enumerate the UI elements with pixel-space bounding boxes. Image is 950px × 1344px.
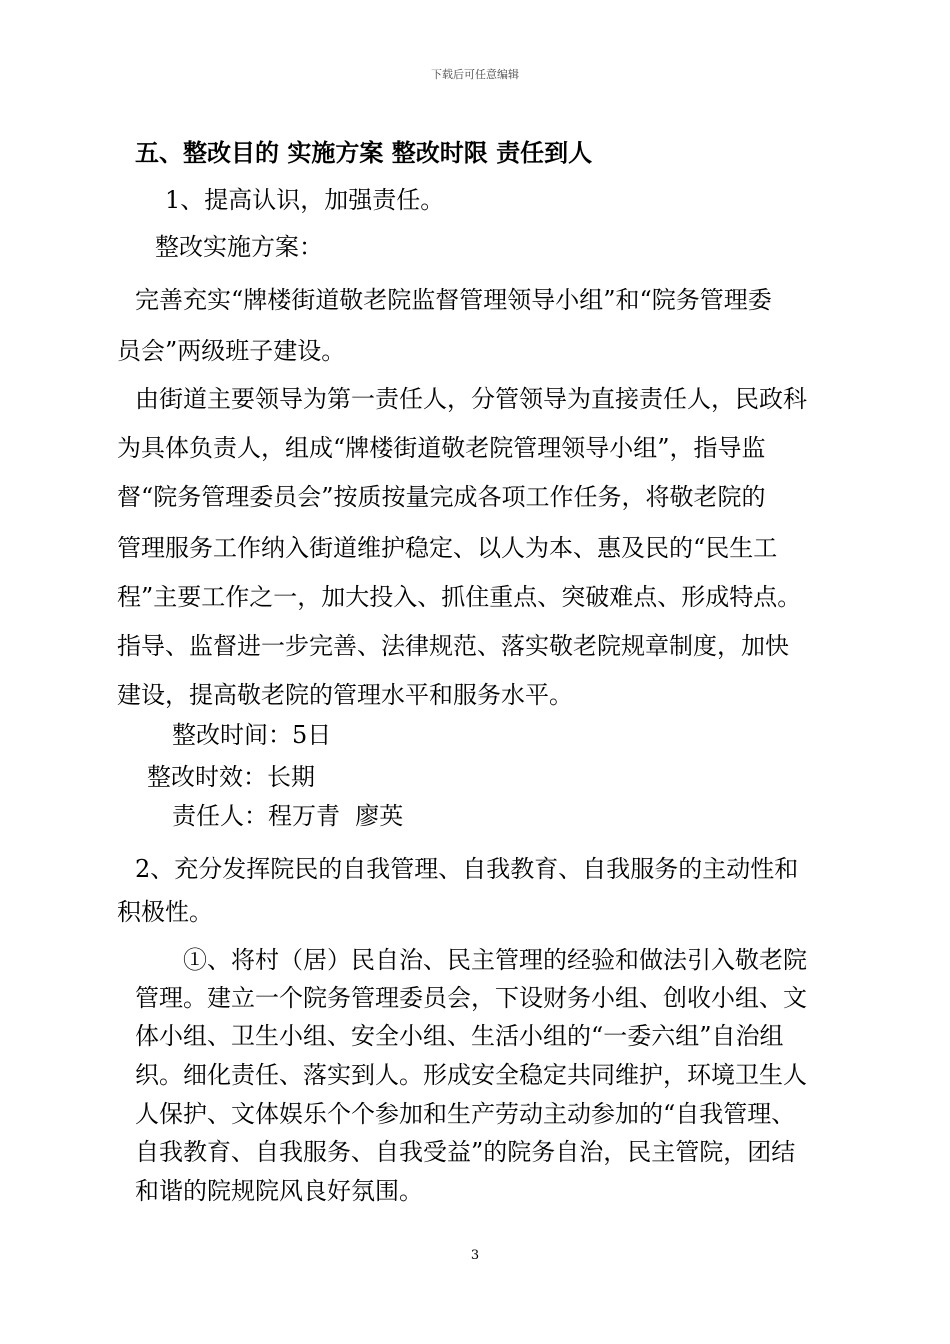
item1-para2-line: 督“院务管理委员会”按质按量完成各项工作任务，将敬老院的 bbox=[117, 483, 766, 511]
page-number: 3 bbox=[470, 1248, 480, 1263]
item2-sub1-line: 和谐的院规院风良好氛围。 bbox=[135, 1177, 423, 1205]
item1-para1-line: 完善充实“牌楼街道敬老院监督管理领导小组”和“院务管理委 bbox=[135, 286, 772, 314]
item1-responsible-label: 责任人：程万青 廖英 bbox=[172, 802, 404, 830]
item1-title: 1、提高认识，加强责任。 bbox=[165, 186, 445, 214]
item2-title-line: 2、充分发挥院民的自我管理、自我教育、自我服务的主动性和 bbox=[135, 855, 799, 883]
item1-para1-line: 员会”两级班子建设。 bbox=[117, 337, 346, 365]
item2-sub1-line: 织。细化责任、落实到人。形成安全稳定共同维护，环境卫生人 bbox=[135, 1061, 807, 1089]
item1-time-label: 整改时间：5日 bbox=[172, 721, 332, 749]
item1-para2-line: 管理服务工作纳入街道维护稳定、以人为本、惠及民的“民生工 bbox=[117, 534, 778, 562]
item1-para2-line: 指导、监督进一步完善、法律规范、落实敬老院规章制度，加快 bbox=[117, 632, 789, 660]
item2-title-line: 积极性。 bbox=[117, 898, 213, 926]
item1-para2-line: 程”主要工作之一，加大投入、抓住重点、突破难点、形成特点。 bbox=[117, 583, 802, 611]
item2-sub1-line: 自我教育、自我服务、自我受益”的院务自治，民主管院，团结 bbox=[135, 1138, 796, 1166]
item1-para2-line: 由街道主要领导为第一责任人，分管领导为直接责任人，民政科 bbox=[135, 385, 807, 413]
item2-sub1-line: 人保护、文体娱乐个个参加和生产劳动主动参加的“自我管理、 bbox=[135, 1100, 796, 1128]
item2-sub1-line: ①、将村（居）民自治、民主管理的经验和做法引入敬老院 bbox=[183, 946, 807, 974]
item1-para2-line: 建设，提高敬老院的管理水平和服务水平。 bbox=[117, 681, 573, 709]
item1-effect-label: 整改时效：长期 bbox=[147, 763, 315, 791]
item2-sub1-line: 管理。建立一个院务管理委员会，下设财务小组、创收小组、文 bbox=[135, 984, 807, 1012]
section-heading: 五、整改目的 实施方案 整改时限 责任到人 bbox=[135, 138, 593, 167]
item1-plan-label: 整改实施方案： bbox=[155, 233, 323, 261]
item2-sub1-line: 体小组、卫生小组、安全小组、生活小组的“一委六组”自治组 bbox=[135, 1022, 784, 1050]
item1-para2-line: 为具体负责人，组成“牌楼街道敬老院管理领导小组”，指导监 bbox=[117, 434, 766, 462]
page-header-note: 下载后可任意编辑 bbox=[431, 68, 519, 81]
